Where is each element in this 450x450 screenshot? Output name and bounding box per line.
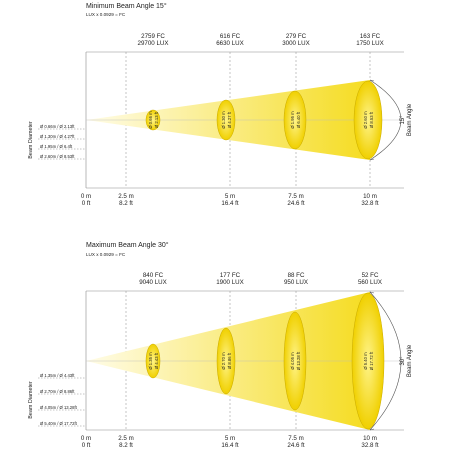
distance-m: 10 m bbox=[363, 193, 377, 200]
lux-value: 9040 LUX bbox=[139, 279, 167, 286]
spot-diameter-ft: Ø 4.43 ft bbox=[154, 352, 159, 370]
distance-ft: 24.6 ft bbox=[287, 442, 305, 449]
fc-value: 840 FC bbox=[142, 272, 164, 279]
spot-diameter-ft: Ø 13.28 ft bbox=[296, 351, 301, 371]
diameter-label: Ø 1.35m / Ø 4.43ft bbox=[40, 372, 75, 378]
distance-m: 5 m bbox=[224, 435, 236, 442]
lux-value: 6630 LUX bbox=[216, 40, 244, 47]
section-title: Maximum Beam Angle 30° bbox=[86, 242, 169, 249]
distance-ft: 32.8 ft bbox=[361, 200, 379, 207]
diameter-label: Ø 4.05m / Ø 13.28ft bbox=[40, 404, 77, 410]
distance-m: 7.5 m bbox=[288, 435, 304, 442]
fc-value: 616 FC bbox=[219, 33, 241, 40]
spot-diameter-m: Ø 1.95 m bbox=[290, 111, 295, 129]
lux-conversion-note: LUX x 0.0929 = FC bbox=[86, 252, 126, 257]
spot-diameter-ft: Ø 8.53 ft bbox=[369, 111, 374, 129]
beam-angle-value: 30° bbox=[400, 356, 406, 366]
spot-diameter-ft: Ø 2.13 ft bbox=[154, 111, 159, 129]
diameter-label: Ø 2.60m / Ø 8.53ft bbox=[40, 153, 75, 159]
fc-value: 52 FC bbox=[361, 272, 379, 279]
spot-diameter-m: Ø 0.66 m bbox=[148, 111, 153, 129]
fc-value: 2759 FC bbox=[141, 33, 165, 40]
spot-diameter-m: Ø 1.30 m bbox=[221, 111, 226, 129]
distance-ft: 0 ft bbox=[81, 442, 91, 449]
beam-angle-value: 15° bbox=[400, 115, 406, 125]
distance-m: 5 m bbox=[224, 193, 236, 200]
diameter-label: Ø 1.30m / Ø 4.27ft bbox=[40, 133, 75, 139]
distance-m: 0 m bbox=[80, 193, 92, 200]
spot-diameter-ft: Ø 17.72 ft bbox=[369, 351, 374, 371]
spot-diameter-ft: Ø 4.27 ft bbox=[227, 111, 232, 129]
beam-angle-caption: Beam Angle bbox=[407, 344, 413, 378]
lux-value: 3000 LUX bbox=[282, 40, 310, 47]
beam-spot bbox=[354, 81, 382, 159]
spot-diameter-ft: Ø 6.40 ft bbox=[296, 111, 301, 129]
diameter-label: Ø 0.66m / Ø 2.13ft bbox=[40, 123, 75, 129]
lux-value: 950 LUX bbox=[283, 279, 309, 286]
distance-m: 2.5 m bbox=[118, 435, 134, 442]
beam-spot bbox=[284, 91, 306, 149]
spot-diameter-m: Ø 2.70 m bbox=[221, 352, 226, 370]
distance-m: 10 m bbox=[363, 435, 377, 442]
lux-value: 29700 LUX bbox=[137, 40, 169, 47]
spot-diameter-m: Ø 4.05 m bbox=[290, 352, 295, 370]
fc-value: 88 FC bbox=[287, 272, 305, 279]
section-title: Minimum Beam Angle 15° bbox=[86, 3, 167, 10]
y-axis-label: Beam Diameter bbox=[28, 381, 34, 419]
spot-diameter-m: Ø 5.40 m bbox=[363, 352, 368, 370]
beam-spot bbox=[217, 328, 235, 394]
distance-ft: 0 ft bbox=[81, 200, 91, 207]
distance-ft: 24.6 ft bbox=[287, 200, 305, 207]
diameter-label: Ø 5.40m / Ø 17.72ft bbox=[40, 420, 77, 426]
fc-value: 163 FC bbox=[359, 33, 381, 40]
lux-value: 1750 LUX bbox=[356, 40, 384, 47]
diameter-label: Ø 1.95m / Ø 6.4ft bbox=[40, 143, 73, 149]
distance-m: 0 m bbox=[80, 435, 92, 442]
distance-ft: 16.4 ft bbox=[221, 442, 239, 449]
spot-diameter-m: Ø 2.60 m bbox=[363, 111, 368, 129]
distance-m: 2.5 m bbox=[118, 193, 134, 200]
distance-m: 7.5 m bbox=[288, 193, 304, 200]
beam-angle-caption: Beam Angle bbox=[407, 103, 413, 137]
spot-diameter-ft: Ø 8.86 ft bbox=[227, 352, 232, 370]
distance-ft: 8.2 ft bbox=[119, 200, 133, 207]
distance-ft: 8.2 ft bbox=[119, 442, 133, 449]
spot-diameter-m: Ø 1.35 m bbox=[148, 352, 153, 370]
beam-spot bbox=[284, 312, 306, 410]
distance-ft: 16.4 ft bbox=[221, 200, 239, 207]
y-axis-label: Beam Diameter bbox=[28, 121, 34, 159]
fc-value: 279 FC bbox=[285, 33, 307, 40]
beam-spot bbox=[352, 293, 384, 429]
lux-value: 560 LUX bbox=[357, 279, 383, 286]
beam-spot bbox=[217, 100, 235, 140]
lux-value: 1900 LUX bbox=[216, 279, 244, 286]
lux-conversion-note: LUX x 0.0929 = FC bbox=[86, 12, 126, 17]
fc-value: 177 FC bbox=[219, 272, 241, 279]
diameter-label: Ø 2.70m / Ø 8.86ft bbox=[40, 388, 75, 394]
distance-ft: 32.8 ft bbox=[361, 442, 379, 449]
